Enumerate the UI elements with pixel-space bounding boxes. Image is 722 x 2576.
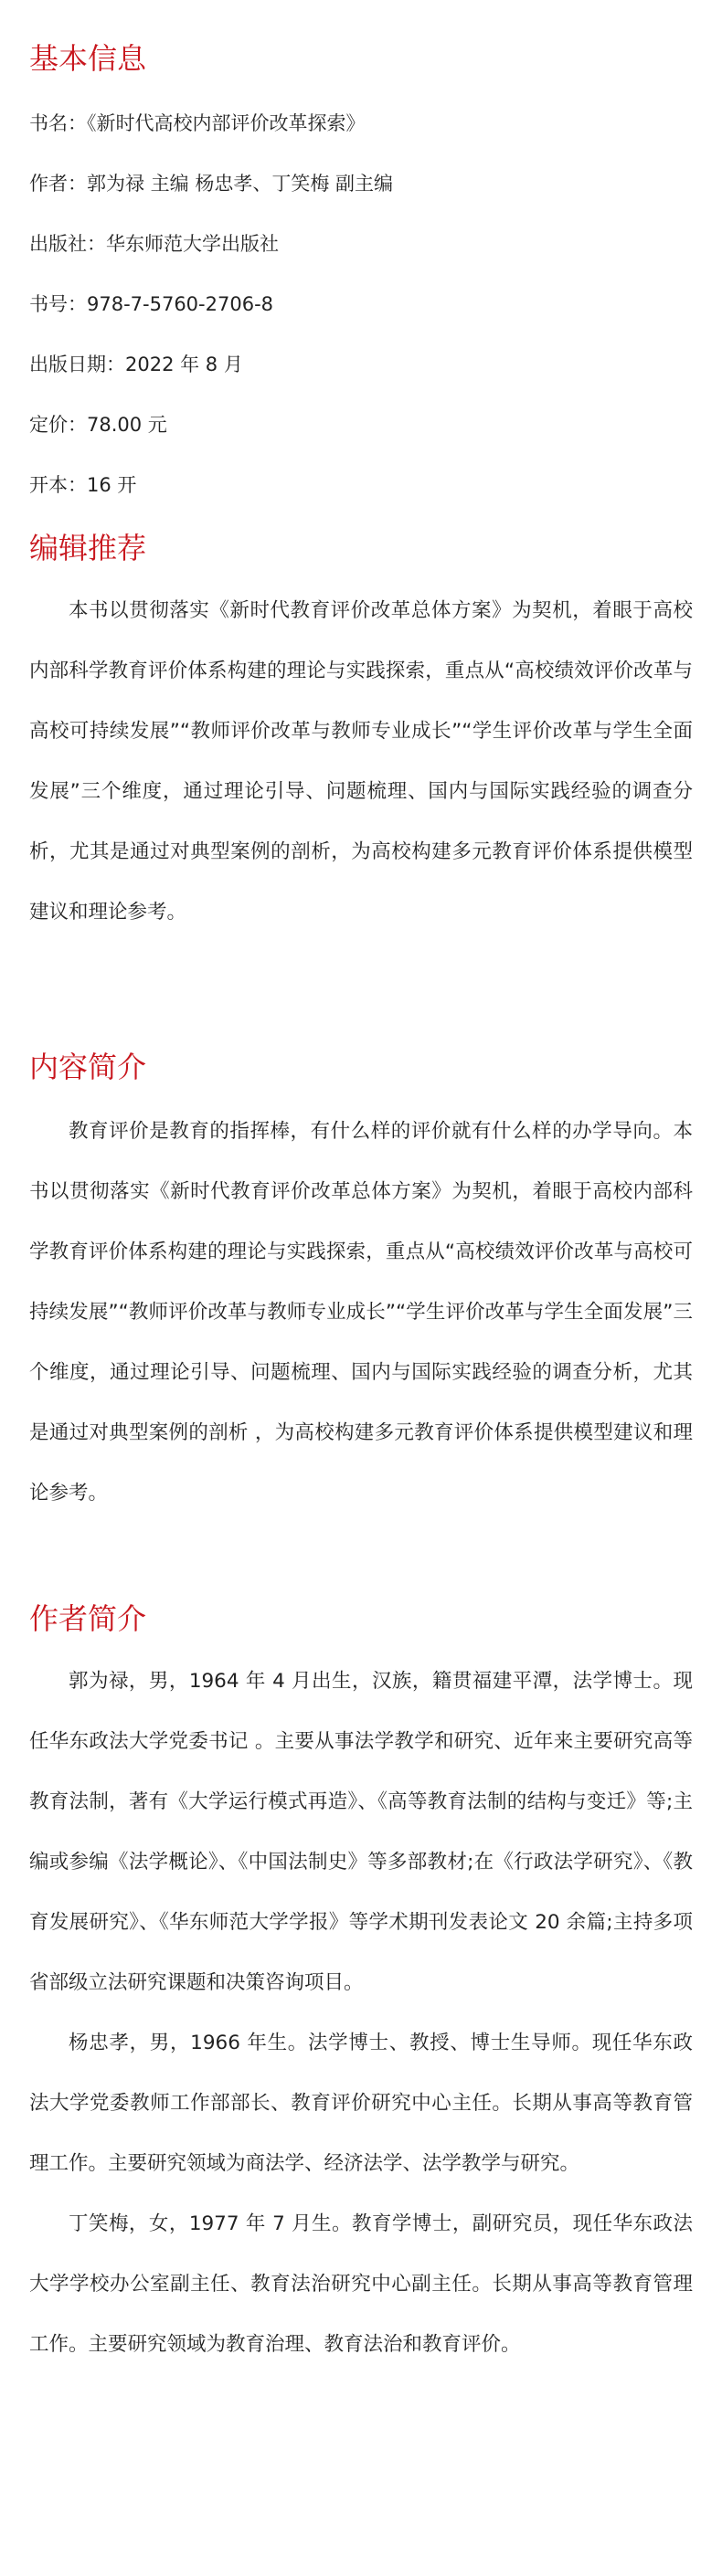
isbn-line: 书号：978-7-5760-2706-8	[29, 293, 274, 315]
summary-heading: 内容简介	[29, 1050, 147, 1084]
editor-recommend-paragraph: 本书以贯彻落实《新时代教育评价改革总体方案》为契机，着眼于高校内部科学教育评价体系构建的理论与实践探索，重点从“高校绩效评价改革与高校可持续发展”“教师评价改革与教师专业成长”“学生评价改革与学生全面发展”三个维度，通过理论引导、问题梳理、国内与国际实践经验的调查分析，尤其是通过对典型案例的剖析，为高校构建多元教育评价体系提供模型建议和理论参考。	[29, 599, 693, 924]
price-line: 定价：78.00 元	[29, 414, 167, 436]
basic-info-heading: 基本信息	[29, 41, 147, 76]
book-title-line: 书名：《新时代高校内部评价改革探索》	[29, 112, 366, 134]
author-bio-ding: 丁笑梅，女，1977 年 7 月生。教育学博士，副研究员，现任华东政法大学学校办公室副主任、教育法治研究中心副主任。长期从事高等教育管理工作。主要研究领域为教育治理、教育法治和教育评价。	[29, 2212, 693, 2356]
publisher-line: 出版社：华东师范大学出版社	[29, 233, 279, 255]
publish-date-line: 出版日期：2022 年 8 月	[29, 354, 243, 375]
authors-line: 作者：郭为禄 主编 杨忠孝、丁笑梅 副主编	[29, 173, 394, 195]
authors-intro-heading: 作者简介	[29, 1601, 147, 1636]
author-bio-guo: 郭为禄，男，1964 年 4 月出生，汉族，籍贯福建平潭，法学博士。现任华东政法大学党委书记 。主要从事法学教学和研究、近年来主要研究高等教育法制，著有《大学运行模式再造》、《高等教育法制的结构与变迁》等;主编或参编《法学概论》、《中国法制史》等多部教材;在《行政法学研究》、《教育发展研究》、《华东师范大学学报》等学术期刊发表论文 20 余篇;主持多项省部级立法研究课题和决策咨询项目。	[29, 1670, 693, 1994]
editor-recommend-heading: 编辑推荐	[29, 531, 147, 565]
summary-paragraph: 教育评价是教育的指挥棒，有什么样的评价就有什么样的办学导向。本书以贯彻落实《新时代教育评价改革总体方案》为契机，着眼于高校内部科学教育评价体系构建的理论与实践探索，重点从“高校绩效评价改革与高校可持续发展”“教师评价改革与教师专业成长”“学生评价改革与学生全面发展”三个维度，通过理论引导、问题梳理、国内与国际实践经验的调查分析，尤其是通过对典型案例的剖析 ，为高校构建多元教育评价体系提供模型建议和理论参考。	[29, 1120, 693, 1504]
author-bio-yang: 杨忠孝，男，1966 年生。法学博士、教授、博士生导师。现任华东政法大学党委教师工作部部长、教育评价研究中心主任。长期从事高等教育管理工作。主要研究领域为商法学、经济法学、法学教学与研究。	[29, 2032, 693, 2175]
format-line: 开本：16 开	[29, 474, 137, 496]
